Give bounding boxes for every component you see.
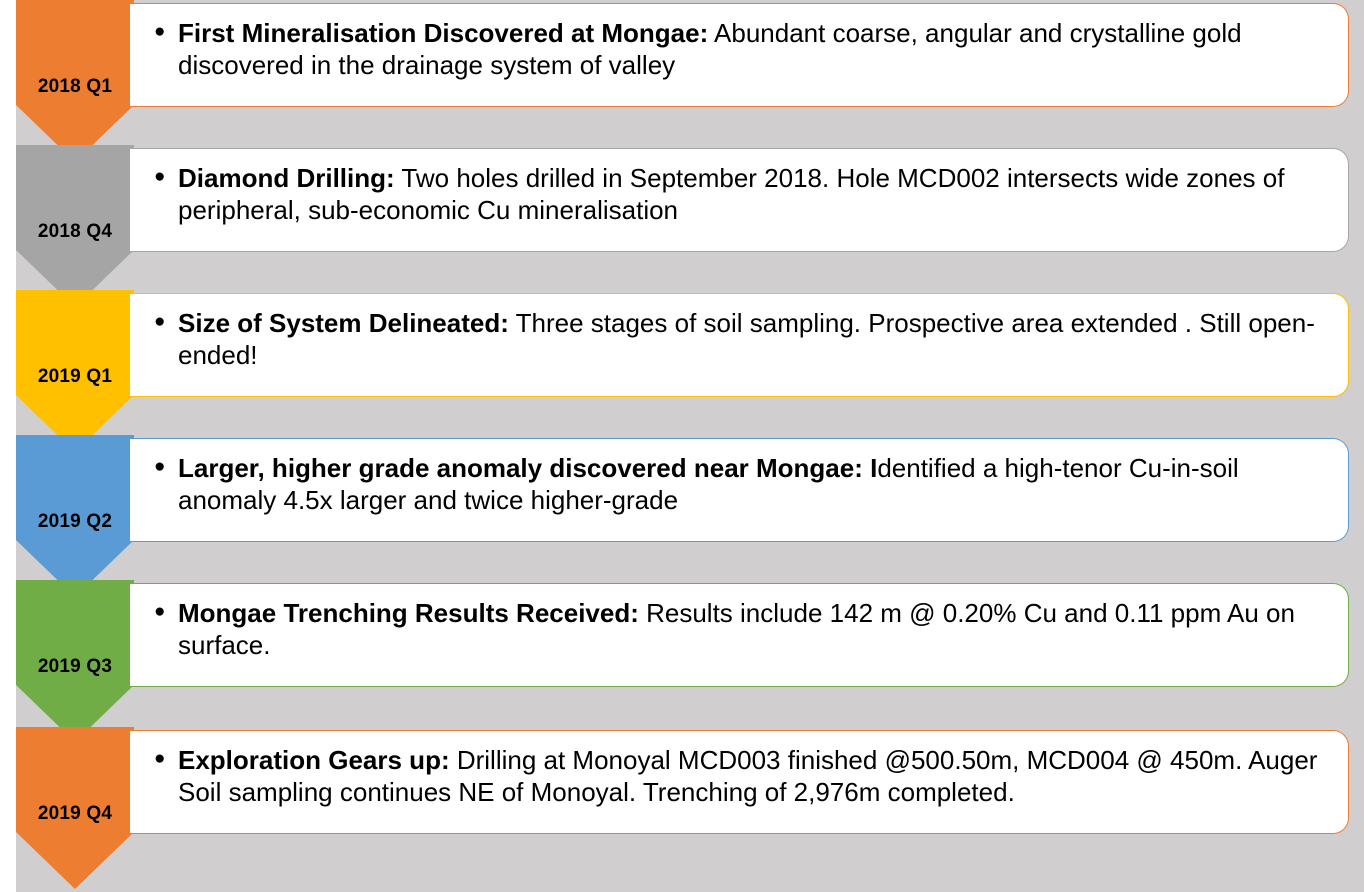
- milestone-card: [130, 148, 1349, 252]
- milestone-body: dentified a high-tenor Cu-in-soil anomaly 4.5x larger and twice higher-grade: [178, 453, 1239, 515]
- milestone-card: [130, 583, 1349, 687]
- milestone-body: Three stages of soil sampling. Prospective area extended . Still open-ended!: [178, 308, 1315, 370]
- bullet-icon: ●: [154, 601, 166, 622]
- milestone-card: [130, 3, 1349, 107]
- period-label: 2019 Q3: [37, 656, 113, 677]
- period-label: 2019 Q1: [37, 366, 113, 387]
- milestone-body: Results include 142 m @ 0.20% Cu and 0.11 ppm Au on surface.: [178, 598, 1295, 660]
- milestone-heading: First Mineralisation Discovered at Mongae:: [178, 18, 709, 48]
- milestone-card: [130, 438, 1349, 542]
- milestone-card: [130, 293, 1349, 397]
- milestone-heading: Diamond Drilling:: [178, 163, 395, 193]
- milestone-text: [178, 452, 1328, 516]
- period-label: 2019 Q2: [37, 511, 113, 532]
- milestone-text: [178, 597, 1328, 661]
- bullet-icon: ●: [154, 456, 166, 477]
- milestone-heading: Larger, higher grade anomaly discovered near Mongae: I: [178, 453, 878, 483]
- bullet-icon: ●: [154, 748, 166, 769]
- milestone-body: Abundant coarse, angular and crystalline gold discovered in the drainage system of valley: [178, 18, 1242, 80]
- bullet-icon: ●: [154, 21, 166, 42]
- milestone-heading: Mongae Trenching Results Received:: [178, 598, 639, 628]
- period-label: 2018 Q1: [37, 76, 113, 97]
- period-label: 2019 Q4: [37, 803, 113, 824]
- milestone-text: [178, 307, 1328, 371]
- milestone-body: Two holes drilled in September 2018. Hole MCD002 intersects wide zones of peripheral, sub-economic Cu mineralisation: [178, 163, 1285, 225]
- milestone-heading: Size of System Delineated:: [178, 308, 509, 338]
- milestone-card: [130, 730, 1349, 834]
- milestone-body: Drilling at Monoyal MCD003 finished @500.50m, MCD004 @ 450m. Auger Soil sampling continues NE of Monoyal. Trenching of 2,976m completed.: [178, 745, 1318, 807]
- bullet-icon: ●: [154, 166, 166, 187]
- milestone-text: [178, 162, 1328, 226]
- milestone-heading: Exploration Gears up:: [178, 745, 450, 775]
- milestone-text: [178, 17, 1328, 81]
- bullet-icon: ●: [154, 311, 166, 332]
- milestone-text: [178, 744, 1328, 808]
- period-label: 2018 Q4: [37, 221, 113, 242]
